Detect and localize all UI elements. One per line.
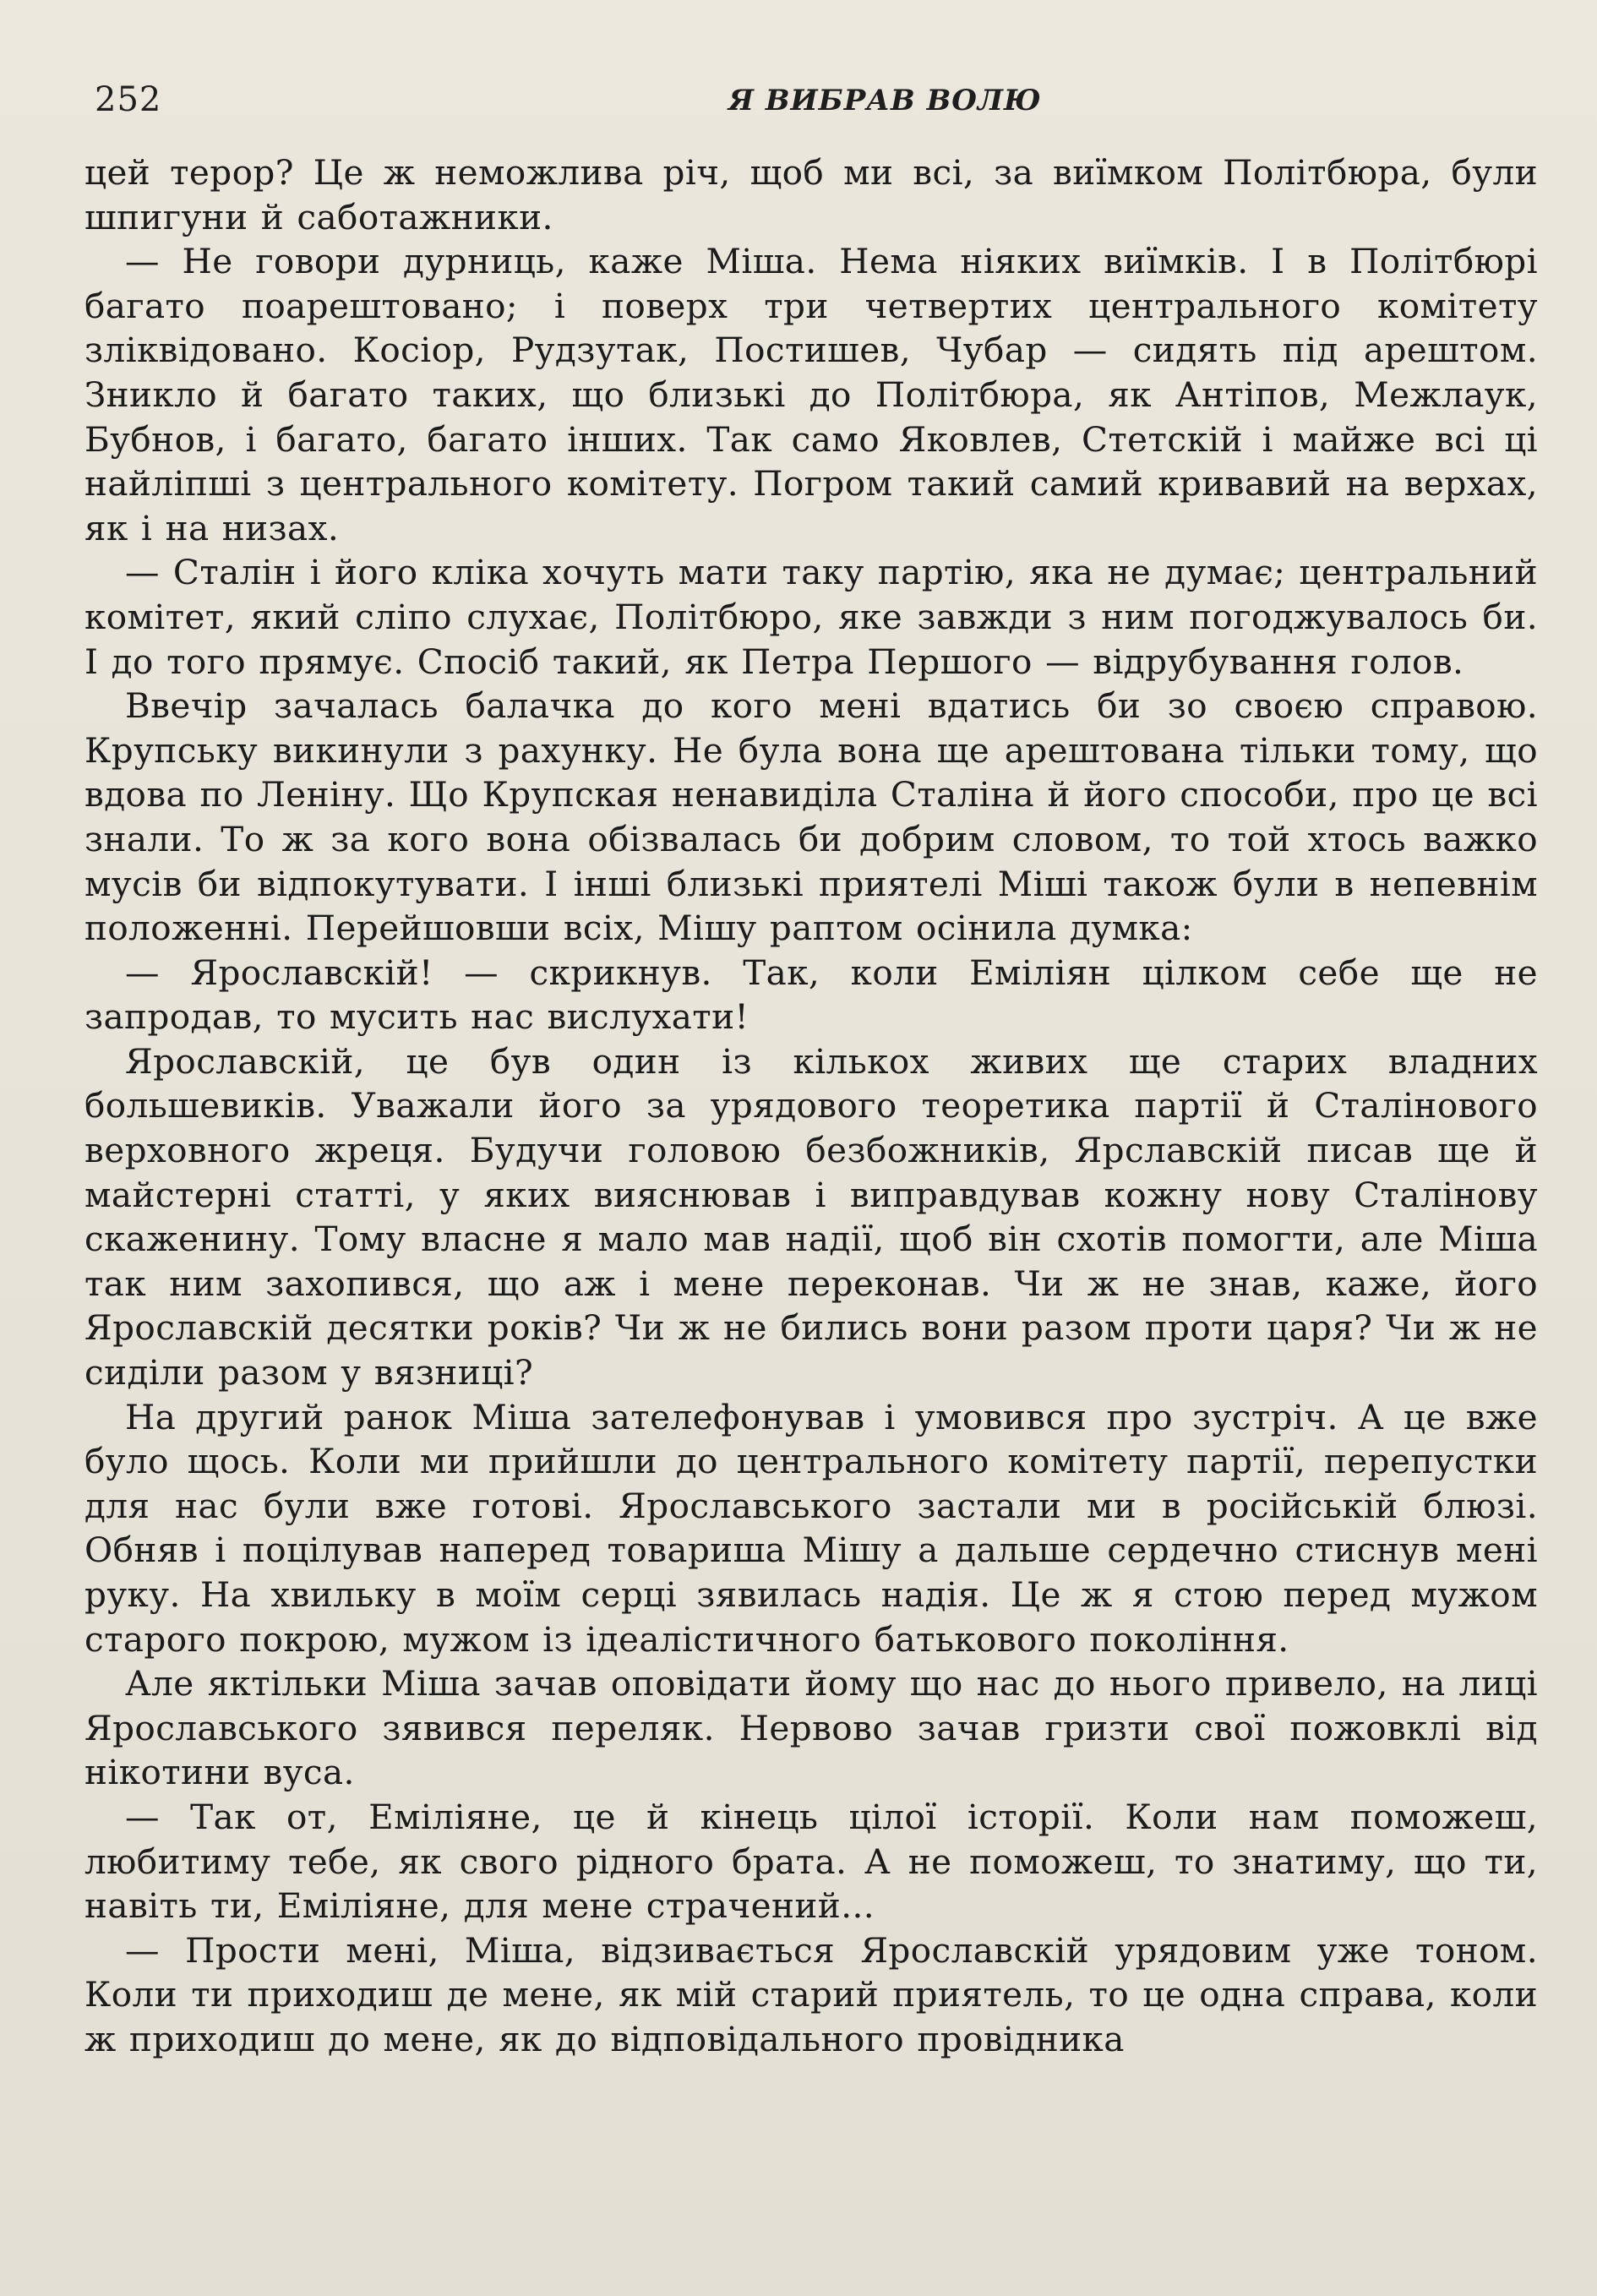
paragraph-10: — Прости мені, Міша, відзивається Ярославскій урядовим уже тоном. Коли ти приходиш де мене, як мій старий приятель, то це одна справа, коли ж приходиш до мене, як до відповідального провідника <box>84 1929 1538 2059</box>
paragraph-4: Ввечір зачалась балачка до кого мені вдатись би зо своєю справою. Крупську викинули з рахунку. Не була вона ще арештована тільки тому, що вдова по Леніну. Що Крупская ненавиділа Сталіна й його способи, про це всі знали. То ж за кого вона обізвалась би добрим словом, то той хтось важко мусів би відпокутувати. І інші близькі приятелі Міші також були в непевнім положенні. Перейшовши всіх, Мішу раптом осінила думка: <box>84 685 1538 949</box>
page-header <box>95 80 1540 131</box>
paragraph-1: цей терор? Це ж неможлива річ, щоб ми всі, за виїмком Політбюра, були шпигуни й саботажники. <box>84 152 1538 237</box>
paragraph-2: — Не говори дурниць, каже Міша. Нема ніяких виїмків. І в Політбюрі багато поарештовано; і поверх три четвертих центрального комітету зліквідовано. Косіор, Рудзутак, Постишев, Чубар — сидять під арештом. Зникло й багато таких, що близькі до Політбюра, як Антіпов, Межлаук, Бубнов, і багато, багато інших. Так само Яковлев, Стетскій і майже всі ці найліпші з центрального комітету. Погром такий самий кривавий на верхах, як і на низах. <box>84 241 1538 548</box>
paragraph-6: Ярославскій, це був один із кількох живих ще старих владних большевиків. Уважали його за урядового теоретика партії й Сталінового верховного жреця. Будучи головою безбожників, Ярславскій писав ще й майстерні статті, у яких вияснював і виправдував кожну нову Сталінову скаженину. Тому власне я мало мав надії, щоб він схотів помогти, але Міша так ним захопився, що аж і мене переконав. Чи ж не знав, каже, його Ярославскій десятки років? Чи ж не бились вони разом проти царя? Чи ж не сиділи разом у вязниці? <box>84 1040 1538 1393</box>
page-number: 252 <box>95 80 162 119</box>
paragraph-3: — Сталін і його кліка хочуть мати таку партію, яка не думає; центральний комітет, який сліпо слухає, Політбюро, яке завжди з ним погоджувалось би. І до того прямує. Спосіб такий, як Петра Першого — відрубування голов. <box>84 552 1538 682</box>
paragraph-7: На другий ранок Міша зателефонував і умовився про зустріч. А це вже було щось. Коли ми прийшли до центрального комітету партії, перепустки для нас були вже готові. Ярославського застали ми в російській блюзі. Обняв і поцілував наперед товариша Мішу а дальше сердечно стиснув мені руку. На хвильку в моїм серці зявилась надія. Це ж я стою перед мужом старого покрою, мужом із ідеалістичного батькового покоління. <box>84 1396 1538 1660</box>
running-title: Я ВИБРАВ ВОЛЮ <box>728 84 1042 117</box>
body-text <box>84 150 1538 2062</box>
paragraph-8: Але яктільки Міша зачав оповідати йому що нас до нього привело, на лиці Ярославського зявився переляк. Нервово зачав гризти свої пожовклі від нікотини вуса. <box>84 1663 1538 1793</box>
paragraph-9: — Так от, Еміліяне, це й кінець цілої історії. Коли нам поможеш, любитиму тебе, як свого рідного брата. А не поможеш, то знатиму, що ти, навіть ти, Еміліяне, для мене страчений... <box>84 1796 1538 1927</box>
paragraph-5: — Ярославскій! — скрикнув. Так, коли Еміліян цілком себе ще не запродав, то мусить нас вислухати! <box>84 952 1538 1038</box>
